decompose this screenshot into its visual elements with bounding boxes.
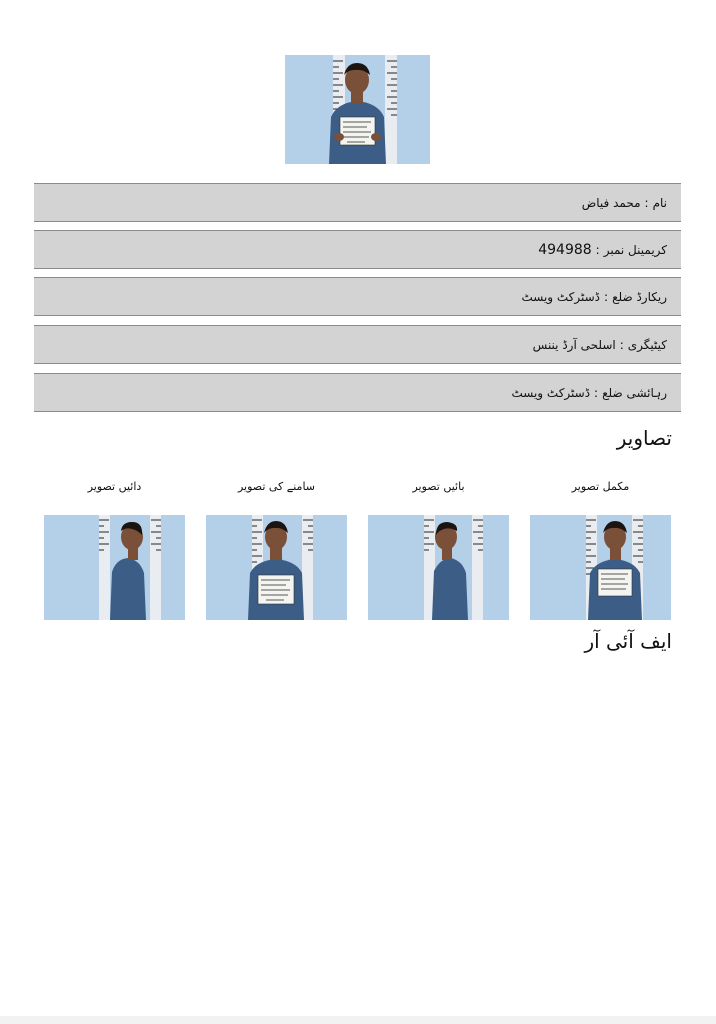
criminal-number-separator: : xyxy=(595,242,600,257)
thumb-photo-front[interactable] xyxy=(206,515,347,620)
criminal-number-value: 494988 xyxy=(538,241,592,258)
photos-section-title: تصاویر xyxy=(616,426,672,450)
residence-district-separator: : xyxy=(594,385,599,400)
fir-section-title: ایف آئی آر xyxy=(584,629,672,653)
residence-district-label: رہائشی ضلع xyxy=(602,385,667,400)
record-district-value: ڈسٹرکٹ ویسٹ xyxy=(521,289,601,304)
category-label: کیٹیگری xyxy=(627,337,667,352)
name-row xyxy=(34,183,681,222)
category-row xyxy=(34,325,681,364)
criminal-number-label: کریمینل نمبر xyxy=(603,242,667,257)
thumb-label-right: دائیں تصویر xyxy=(87,480,142,493)
record-district-label: ریکارڈ ضلع xyxy=(612,289,667,304)
record-district-row xyxy=(34,277,681,316)
name-separator: : xyxy=(644,195,649,210)
category-separator: : xyxy=(619,337,624,352)
criminal-number-row xyxy=(34,230,681,269)
residence-district-value: ڈسٹرکٹ ویسٹ xyxy=(511,385,591,400)
main-mugshot-photo xyxy=(285,55,430,164)
thumb-photo-left[interactable] xyxy=(368,515,509,620)
name-value: محمد فیاض xyxy=(581,195,641,210)
thumb-photo-right[interactable] xyxy=(44,515,185,620)
thumb-photo-full[interactable] xyxy=(530,515,671,620)
residence-district-row xyxy=(34,373,681,412)
category-value: اسلحی آرڈ یننس xyxy=(532,337,616,352)
thumb-label-left: بائیں تصویر xyxy=(412,480,465,493)
thumb-label-front: سامنے کی تصویر xyxy=(237,480,316,493)
thumb-label-full: مکمل تصویر xyxy=(571,480,630,493)
record-district-separator: : xyxy=(604,289,609,304)
page-bottom-divider xyxy=(0,1016,716,1024)
name-label: نام xyxy=(652,195,667,210)
